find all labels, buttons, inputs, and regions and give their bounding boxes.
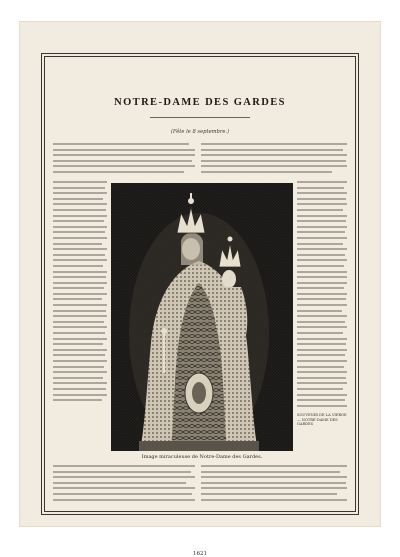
body-text-bottom-right	[201, 465, 347, 505]
title-divider	[150, 117, 250, 118]
article-subtitle: (Fête le 8 septembre.)	[170, 129, 230, 135]
image-caption: Image miraculeuse de Notre-Dame des Gardes.	[141, 454, 263, 460]
article-title: NOTRE-DAME DES GARDES	[114, 97, 286, 108]
madonna-illustration	[111, 183, 293, 451]
body-text-left-narrow	[53, 181, 107, 417]
body-text-top-right	[201, 143, 347, 179]
body-text-right-narrow	[297, 181, 347, 409]
page-sheet	[20, 22, 380, 557]
body-text-top-left	[53, 143, 195, 179]
page-frame	[44, 56, 356, 557]
side-caption: SOUVENIR DE LA VIERGE — NOTRE-DAME DES GARDES	[297, 413, 347, 427]
page-number: 1621	[193, 551, 207, 557]
body-text-bottom-left	[53, 465, 195, 505]
madonna-engraving	[111, 183, 293, 451]
